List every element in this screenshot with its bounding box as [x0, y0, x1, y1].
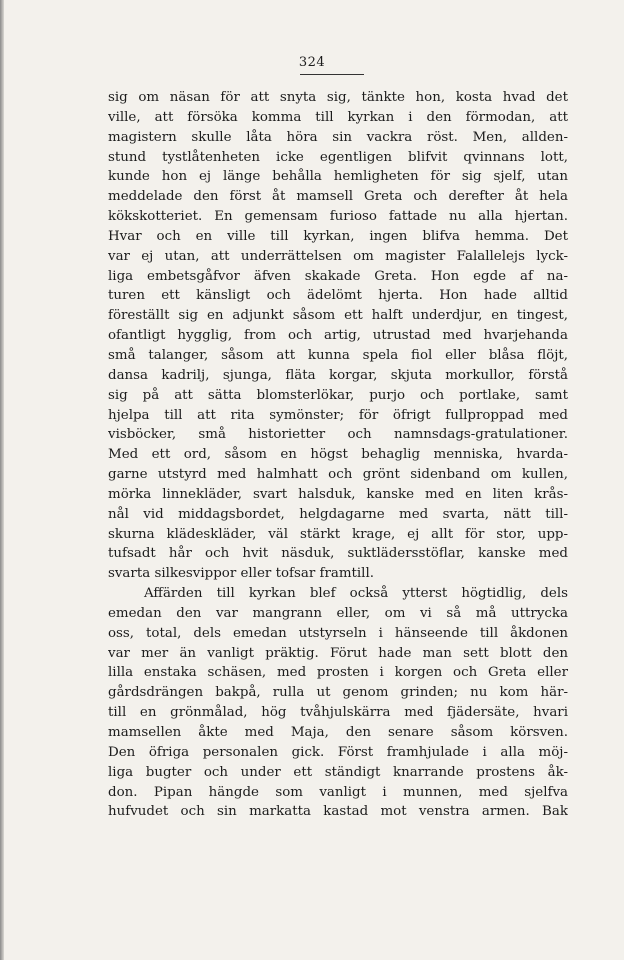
- text-line: mamsellen åkte med Maja, den senare såsom körsven.: [108, 725, 568, 740]
- text-line: dansa kadrilj, sjunga, fläta korgar, skjuta morkullor, förstå: [108, 367, 568, 383]
- text-line: nål vid middagsbordet, helgdagarne med svarta, nätt till-: [108, 506, 568, 522]
- text-line: lilla enstaka schäsen, med prosten i korgen och Greta eller: [108, 665, 568, 681]
- text-line: sig om näsan för att snyta sig, tänkte hon, kosta hvad det: [108, 90, 568, 105]
- page-edge: [0, 0, 4, 960]
- text-line: ofantligt hygglig, from och artig, utrustad med hvarjehanda: [108, 328, 568, 344]
- text-line: Hvar och en ville till kyrkan, ingen blifva hemma. Det: [108, 228, 568, 244]
- text-line: liga embetsgåfvor äfven skakade Greta. Hon egde af na-: [108, 268, 568, 284]
- text-line: don. Pipan hängde som vanligt i munnen, med sjelfva: [108, 784, 568, 800]
- text-line: till en grönmålad, hög tvåhjulskärra med fjädersäte, hvari: [108, 705, 568, 721]
- text-line: små talanger, såsom att kunna spela fiol eller blåsa flöjt,: [108, 347, 568, 363]
- text-line: visböcker, små historietter och namnsdags-gratulationer.: [108, 427, 568, 443]
- text-line: Den öfriga personalen gick. Först framhjulade i alla möj-: [108, 744, 568, 760]
- text-line: stund tystlåtenheten icke egentligen blifvit qvinnans lott,: [108, 149, 568, 165]
- text-line: Affärden till kyrkan blef också ytterst högtidlig, dels: [144, 586, 568, 602]
- text-line: hjelpa till att rita symönster; för öfrigt fullproppad med: [108, 407, 568, 423]
- text-line: turen ett känsligt och ädelömt hjerta. Hon hade alltid: [108, 288, 568, 304]
- text-line: hufvudet och sin markatta kastad mot venstra armen. Bak: [108, 804, 568, 820]
- header-rule: [300, 74, 364, 75]
- text-line: oss, total, dels emedan utstyrseln i hänseende till åkdonen: [108, 625, 568, 641]
- text-line: kunde hon ej länge behålla hemligheten för sig sjelf, utan: [108, 169, 568, 185]
- text-line: meddelade den först åt mamsell Greta och derefter åt hela: [108, 189, 568, 205]
- text-line: ville, att försöka komma till kyrkan i den förmodan, att: [108, 109, 568, 125]
- text-line: svarta silkesvippor eller tofsar framtill.: [108, 566, 375, 582]
- text-line: var mer än vanligt präktig. Förut hade man sett blott den: [108, 645, 568, 661]
- page-number: 324: [298, 55, 326, 70]
- text-line: tufsadt hår och hvit näsduk, suktlädersstöflar, kanske med: [108, 546, 568, 562]
- body-text: [108, 88, 568, 822]
- text-line: mörka linnekläder, svart halsduk, kanske med en liten krås-: [108, 486, 568, 502]
- text-line: Med ett ord, såsom en högst behaglig menniska, hvarda-: [108, 447, 568, 463]
- text-line: kökskotteriet. En gemensam furioso fattade nu alla hjertan.: [108, 209, 568, 225]
- text-line: var ej utan, att underrättelsen om magister Falallelejs lyck-: [108, 248, 568, 264]
- text-line: garne utstyrd med halmhatt och grönt sidenband om kullen,: [108, 467, 568, 483]
- text-line: magistern skulle låta höra sin vackra röst. Men, allden-: [108, 129, 568, 145]
- text-line: gårdsdrängen bakpå, rulla ut genom grinden; nu kom här-: [108, 685, 568, 701]
- text-line: emedan den var mangrann eller, om vi så må uttrycka: [108, 605, 568, 621]
- text-line: liga bugter och under ett ständigt knarrande prostens åk-: [108, 764, 568, 780]
- text-line: föreställt sig en adjunkt såsom ett halft underdjur, en tingest,: [108, 308, 568, 324]
- text-line: sig på att sätta blomsterlökar, purjo och portlake, samt: [108, 387, 568, 403]
- text-line: skurna klädeskläder, väl stärkt krage, ej allt för stor, upp-: [108, 526, 568, 542]
